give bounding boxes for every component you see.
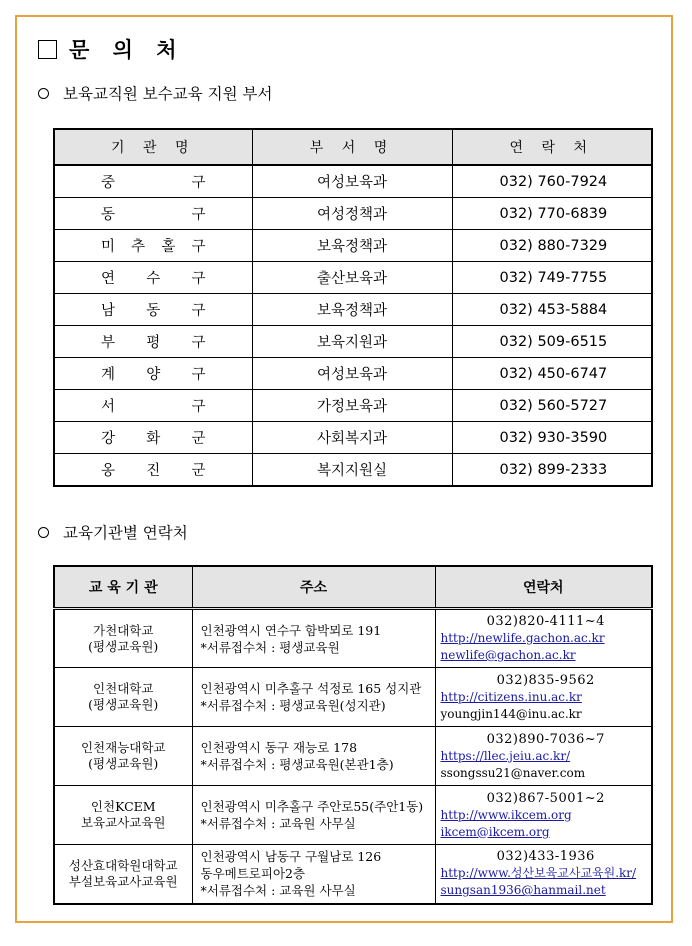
- title-text: 문 의 처: [69, 38, 185, 62]
- address-cell: [192, 727, 435, 786]
- org-name-char: 구: [191, 207, 206, 223]
- address-line: 동우메트로피아2층: [200, 866, 306, 882]
- org-cell: [54, 262, 252, 294]
- dept-cell: 복지지원실: [252, 454, 452, 487]
- contact-cell: [435, 609, 652, 668]
- section-heading-1-text: 보육교직원 보수교육 지원 부서: [63, 85, 273, 103]
- contact-link[interactable]: http://newlife.gachon.ac.kr: [440, 631, 605, 645]
- org-name-char: 구: [191, 367, 206, 383]
- org-cell: [54, 198, 252, 230]
- circle-bullet-icon: [38, 88, 49, 99]
- dept-cell: 여성보육과: [252, 165, 452, 198]
- org-name-char: 남: [101, 303, 116, 319]
- tel-cell: 032) 930-3590: [452, 422, 652, 454]
- org-name-char: 구: [191, 335, 206, 351]
- contact-cell: [435, 727, 652, 786]
- section-heading-1: [38, 82, 272, 104]
- institution-cell: [54, 786, 192, 845]
- institution-name-line: 인천재능대학교: [80, 740, 166, 755]
- org-name: [55, 267, 252, 288]
- phone-number: 032)835-9562: [496, 672, 595, 688]
- org-name-char: 서: [101, 399, 116, 415]
- address-cell: [192, 609, 435, 668]
- table-header-row: [54, 129, 652, 165]
- org-name-char: 옹: [101, 463, 116, 479]
- org-name-char: 수: [146, 271, 161, 287]
- org-name-char: 추: [131, 239, 146, 255]
- phone-number: 032)890-7036~7: [486, 731, 605, 747]
- org-name-char: 부: [101, 335, 116, 351]
- table-row: [54, 422, 652, 454]
- org-name-char: 구: [191, 239, 206, 255]
- contact-link[interactable]: https://llec.jeiu.ac.kr/: [440, 748, 571, 763]
- institution-cell: [54, 727, 192, 786]
- table-row: [54, 262, 652, 294]
- dept-cell: 가정보육과: [252, 390, 452, 422]
- org-name-char: 양: [146, 367, 161, 383]
- col-header-institution: 교 육 기 관: [54, 566, 192, 609]
- table-row: [54, 845, 652, 904]
- org-name-char: 연: [101, 271, 116, 287]
- address-line: *서류접수처 : 교육원 사무실: [200, 816, 356, 831]
- address-line: 인천광역시 남동구 구월남로 126: [200, 849, 382, 865]
- dept-cell: 보육정책과: [252, 294, 452, 326]
- org-name-char: 구: [191, 399, 206, 415]
- org-name-char: 구: [191, 175, 206, 191]
- section-heading-2: [38, 521, 188, 543]
- org-name: [55, 395, 252, 416]
- tel-cell: 032) 509-6515: [452, 326, 652, 358]
- org-name-char: 평: [146, 335, 161, 351]
- org-name-char: 중: [101, 175, 116, 191]
- contact-text: ssongssu21@naver.com: [440, 765, 586, 780]
- org-name: [55, 171, 252, 192]
- org-cell: [54, 326, 252, 358]
- table-header-row: [54, 566, 652, 609]
- org-name: [55, 299, 252, 320]
- department-table: [53, 128, 653, 487]
- dept-cell: 보육지원과: [252, 326, 452, 358]
- address-line: *서류접수처 : 평생교육원(본관1층): [200, 757, 394, 772]
- institution-name-line: (평생교육원): [88, 756, 159, 771]
- phone-number: 032)867-5001~2: [486, 790, 605, 806]
- org-name: [55, 363, 252, 384]
- col-header-contact: 연락처: [435, 566, 652, 609]
- tel-cell: 032) 560-5727: [452, 390, 652, 422]
- org-name-char: 계: [101, 367, 116, 383]
- address-line: *서류접수처 : 평생교육원: [200, 639, 340, 655]
- institution-name-line: 인천KCEM: [90, 799, 156, 814]
- org-cell: [54, 422, 252, 454]
- table-row: [54, 390, 652, 422]
- address-cell: [192, 845, 435, 904]
- address-line: 인천광역시 연수구 함박뫼로 191: [200, 622, 382, 638]
- contact-link[interactable]: sungsan1936@hanmail.net: [440, 883, 606, 898]
- dept-cell: 여성정책과: [252, 198, 452, 230]
- dept-cell: 출산보육과: [252, 262, 452, 294]
- contact-text: youngjin144@inu.ac.kr: [440, 706, 582, 721]
- table-row: [54, 326, 652, 358]
- org-name-char: 동: [101, 207, 116, 223]
- col-header-org: 기 관 명: [54, 129, 252, 165]
- institution-name-line: 보육교사교육원: [80, 815, 166, 830]
- org-name-char: 강: [101, 431, 116, 447]
- contact-link[interactable]: http://www.성산보육교사교육원.kr/: [440, 866, 637, 881]
- org-cell: [54, 390, 252, 422]
- table-row: [54, 165, 652, 198]
- address-line: 인천광역시 미추홀구 주안로55(주안1동): [200, 799, 424, 814]
- institution-name-line: 가천대학교: [93, 622, 154, 638]
- table-row: [54, 454, 652, 487]
- checkbox-square-icon: [38, 40, 57, 59]
- contact-link[interactable]: newlife@gachon.ac.kr: [440, 648, 576, 662]
- org-name-char: 미: [101, 239, 116, 255]
- institution-name-line: 부설보육교사교육원: [68, 873, 178, 889]
- contact-link[interactable]: ikcem@ikcem.org: [440, 824, 550, 839]
- org-name-char: 군: [191, 431, 206, 447]
- institution-name-line: 인천대학교: [93, 681, 154, 696]
- address-line: 인천광역시 미추홀구 석정로 165 성지관: [200, 681, 422, 696]
- org-name-char: 구: [191, 271, 206, 287]
- page-title: [38, 34, 184, 64]
- tel-cell: 032) 450-6747: [452, 358, 652, 390]
- org-cell: [54, 294, 252, 326]
- org-name-char: 화: [146, 431, 161, 447]
- institution-name-line: 성산효대학원대학교: [68, 857, 178, 873]
- institution-cell: [54, 668, 192, 727]
- address-cell: [192, 786, 435, 845]
- dept-cell: 여성보육과: [252, 358, 452, 390]
- table-row: [54, 786, 652, 845]
- org-name: [55, 427, 252, 448]
- org-cell: [54, 454, 252, 487]
- org-name: [55, 235, 252, 256]
- address-line: 인천광역시 동구 재능로 178: [200, 740, 358, 755]
- col-header-address: 주소: [192, 566, 435, 609]
- org-name: [55, 459, 252, 480]
- table-row: [54, 609, 652, 668]
- contact-cell: [435, 786, 652, 845]
- tel-cell: 032) 760-7924: [452, 165, 652, 198]
- tel-cell: 032) 899-2333: [452, 454, 652, 487]
- contact-link[interactable]: http://www.ikcem.org: [440, 807, 572, 822]
- section-heading-2-text: 교육기관별 연락처: [63, 524, 188, 542]
- table-row: [54, 294, 652, 326]
- contact-link[interactable]: http://citizens.inu.ac.kr: [440, 689, 582, 704]
- tel-cell: 032) 770-6839: [452, 198, 652, 230]
- table-row: [54, 668, 652, 727]
- institution-table: [53, 565, 653, 905]
- org-cell: [54, 165, 252, 198]
- org-name-char: 구: [191, 303, 206, 319]
- org-name-char: 군: [191, 463, 206, 479]
- phone-number: 032)433-1936: [496, 849, 595, 865]
- contact-cell: [435, 845, 652, 904]
- org-name: [55, 203, 252, 224]
- tel-cell: 032) 749-7755: [452, 262, 652, 294]
- table-row: [54, 358, 652, 390]
- org-name-char: 진: [146, 463, 161, 479]
- circle-bullet-icon: [38, 527, 49, 538]
- col-header-dept: 부 서 명: [252, 129, 452, 165]
- contact-cell: [435, 668, 652, 727]
- org-name-char: 동: [146, 303, 161, 319]
- org-name: [55, 331, 252, 352]
- org-cell: [54, 230, 252, 262]
- org-cell: [54, 358, 252, 390]
- address-line: *서류접수처 : 교육원 사무실: [200, 883, 356, 899]
- tel-cell: 032) 453-5884: [452, 294, 652, 326]
- institution-cell: [54, 609, 192, 668]
- table-row: [54, 198, 652, 230]
- institution-name-line: (평생교육원): [88, 697, 159, 712]
- dept-cell: 보육정책과: [252, 230, 452, 262]
- org-name-char: 홀: [161, 239, 176, 255]
- phone-number: 032)820-4111~4: [486, 614, 605, 629]
- table-row: [54, 727, 652, 786]
- institution-name-line: (평생교육원): [88, 638, 159, 654]
- tel-cell: 032) 880-7329: [452, 230, 652, 262]
- table-row: [54, 230, 652, 262]
- address-cell: [192, 668, 435, 727]
- institution-cell: [54, 845, 192, 904]
- address-line: *서류접수처 : 평생교육원(성지관): [200, 698, 386, 713]
- col-header-tel: 연 락 처: [452, 129, 652, 165]
- dept-cell: 사회복지과: [252, 422, 452, 454]
